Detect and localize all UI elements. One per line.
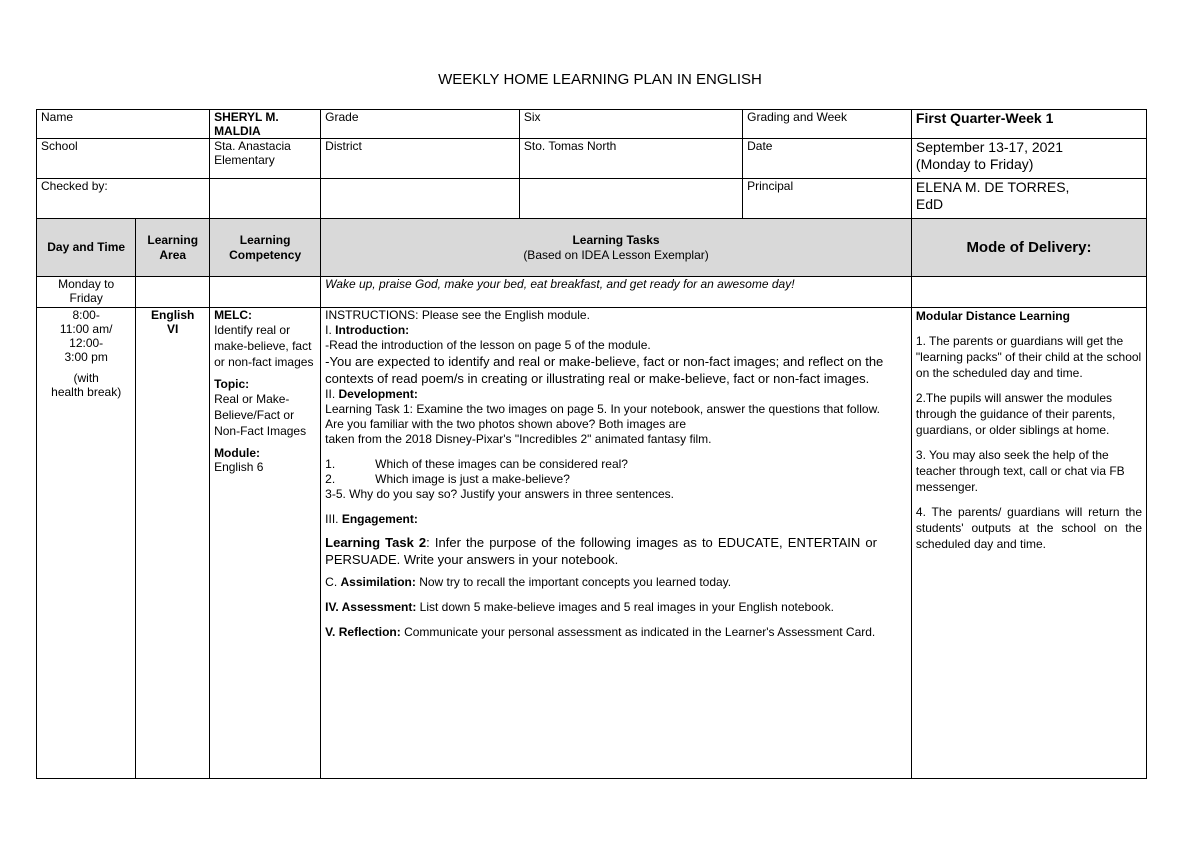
module-label: Module: xyxy=(214,446,261,460)
principal-label: Principal xyxy=(743,179,912,219)
competency-cell xyxy=(210,308,321,779)
learning-plan-table xyxy=(36,109,1147,779)
assess-text: List down 5 make-believe images and 5 real images in your English notebook. xyxy=(416,600,834,614)
dev-num: II. xyxy=(325,387,339,401)
name-value: SHERYL M. MALDIA xyxy=(210,110,321,139)
assess-label: IV. Assessment: xyxy=(325,600,417,614)
learning-tasks-note: (Based on IDEA Lesson Exemplar) xyxy=(523,247,709,262)
time-line-1: 8:00- xyxy=(72,308,100,322)
principal-name: ELENA M. DE TORRES, xyxy=(915,179,1070,195)
assim-label: Assimilation: xyxy=(340,575,416,589)
time-cell xyxy=(37,308,136,779)
eng-num: III. xyxy=(325,512,342,526)
mode-step-4: 4. The parents/ guardians will return the students' outputs at the school on the scheduled day and time. xyxy=(915,505,1142,551)
module-text: English 6 xyxy=(214,460,264,474)
date-label: Date xyxy=(743,139,912,179)
date-range: September 13-17, 2021 xyxy=(915,139,1064,155)
school-label: School xyxy=(37,139,210,179)
name-label: Name xyxy=(37,110,210,139)
blank-cell-1 xyxy=(321,179,520,219)
intro-line-1: -Read the introduction of the lesson on page 5 of the module. xyxy=(325,338,651,352)
topic-text: Real or Make-Believe/Fact or Non-Fact Images xyxy=(214,392,307,438)
column-header-row xyxy=(37,219,1147,277)
header-learning-competency: Learning Competency xyxy=(210,219,321,277)
header-learning-tasks xyxy=(321,219,912,277)
grading-label: Grading and Week xyxy=(743,110,912,139)
dev-question-line-1: Are you familiar with the two photos shown above? Both images are xyxy=(325,417,687,431)
tasks-cell xyxy=(321,308,912,779)
date-days: (Monday to Friday) xyxy=(915,156,1034,172)
mode-step-1: 1. The parents or guardians will get the "learning packs" of their child at the school on the scheduled day and time. xyxy=(915,334,1142,380)
task2-text: : Infer the purpose of the following images as to EDUCATE, ENTERTAIN or PERSUADE. Write your answers in your notebook. xyxy=(325,535,877,567)
refl-text: Communicate your personal assessment as indicated in the Learner's Assessment Card. xyxy=(400,625,876,639)
grading-value: First Quarter-Week 1 xyxy=(911,110,1146,139)
time-line-3: 12:00- xyxy=(69,336,104,350)
melc-label: MELC: xyxy=(214,308,253,322)
assim-num: C. xyxy=(325,575,341,589)
header-day-time: Day and Time xyxy=(37,219,136,277)
eng-label: Engagement: xyxy=(341,512,418,526)
principal-degree: EdD xyxy=(915,196,944,212)
time-line-6: health break) xyxy=(51,385,122,399)
q2-num: 2. xyxy=(325,472,336,486)
refl-label: V. Reflection: xyxy=(325,625,401,639)
district-value: Sto. Tomas North xyxy=(519,139,742,179)
assimilation xyxy=(325,575,907,590)
question-2 xyxy=(325,472,907,487)
intro-line-2: -You are expected to identify and real or make-believe, fact or non-fact images; and reflect on the contexts of read poem/s in creating or illustrating real or make-believe, fact or non-fact images. xyxy=(325,354,884,386)
monday-day: Monday to Friday xyxy=(37,277,136,308)
time-line-5: (with xyxy=(73,371,99,385)
time-line-2: 11:00 am/ xyxy=(59,322,113,336)
dev-question-line-2: taken from the 2018 Disney-Pixar's "Incredibles 2" animated fantasy film. xyxy=(325,432,712,446)
school-value: Sta. Anastacia Elementary xyxy=(210,139,321,179)
topic-label: Topic: xyxy=(214,377,250,391)
mode-cell xyxy=(911,308,1146,779)
instructions-text: INSTRUCTIONS: Please see the English module. xyxy=(325,308,590,322)
mode-step-2: 2.The pupils will answer the modules through the guidance of their parents, guardians, or older siblings at home. xyxy=(915,391,1116,437)
monday-area xyxy=(136,277,210,308)
engagement-heading xyxy=(325,512,907,527)
monday-message: Wake up, praise God, make your bed, eat breakfast, and get ready for an awesome day! xyxy=(321,277,912,308)
grade-label: Grade xyxy=(321,110,520,139)
grade-value: Six xyxy=(519,110,742,139)
development-heading xyxy=(325,387,907,402)
mode-step-3: 3. You may also seek the help of the teacher through text, call or chat via FB messenger. xyxy=(915,448,1125,494)
area-line-1: English xyxy=(151,308,195,322)
header-mode-of-delivery: Mode of Delivery: xyxy=(911,219,1146,277)
mode-title: Modular Distance Learning xyxy=(915,309,1070,323)
q1-text: Which of these images can be considered real? xyxy=(375,457,628,471)
melc-text: Identify real or make-believe, fact or non-fact images xyxy=(214,323,314,369)
info-row-name xyxy=(37,110,1147,139)
introduction-heading xyxy=(325,323,907,338)
monday-mode xyxy=(911,277,1146,308)
time-line-4: 3:00 pm xyxy=(64,350,108,364)
area-line-2: VI xyxy=(167,322,179,336)
monday-row xyxy=(37,277,1147,308)
task2-label: Learning Task 2 xyxy=(325,535,427,550)
question-3: 3-5. Why do you say so? Justify your answers in three sentences. xyxy=(325,487,674,501)
checked-value xyxy=(210,179,321,219)
page-title: WEEKLY HOME LEARNING PLAN IN ENGLISH xyxy=(438,71,762,88)
assessment xyxy=(325,600,907,615)
intro-label: Introduction: xyxy=(335,323,410,337)
checked-label: Checked by: xyxy=(37,179,210,219)
info-row-checked xyxy=(37,179,1147,219)
reflection xyxy=(325,625,907,640)
dev-label: Development: xyxy=(338,387,418,401)
monday-competency xyxy=(210,277,321,308)
learning-task-2 xyxy=(325,534,907,568)
dev-task: Learning Task 1: Examine the two images on page 5. In your notebook, answer the questions that follow. xyxy=(325,402,880,416)
principal-value xyxy=(911,179,1146,219)
lesson-row xyxy=(37,308,1147,779)
district-label: District xyxy=(321,139,520,179)
q2-text: Which image is just a make-believe? xyxy=(375,472,570,486)
intro-num: I. xyxy=(325,323,336,337)
info-row-school xyxy=(37,139,1147,179)
date-value xyxy=(911,139,1146,179)
learning-tasks-title: Learning Tasks xyxy=(572,232,660,247)
question-1 xyxy=(325,457,907,472)
area-cell xyxy=(136,308,210,779)
q1-num: 1. xyxy=(325,457,336,471)
blank-cell-2 xyxy=(519,179,742,219)
header-learning-area: Learning Area xyxy=(136,219,210,277)
assim-text: Now try to recall the important concepts you learned today. xyxy=(415,575,732,589)
